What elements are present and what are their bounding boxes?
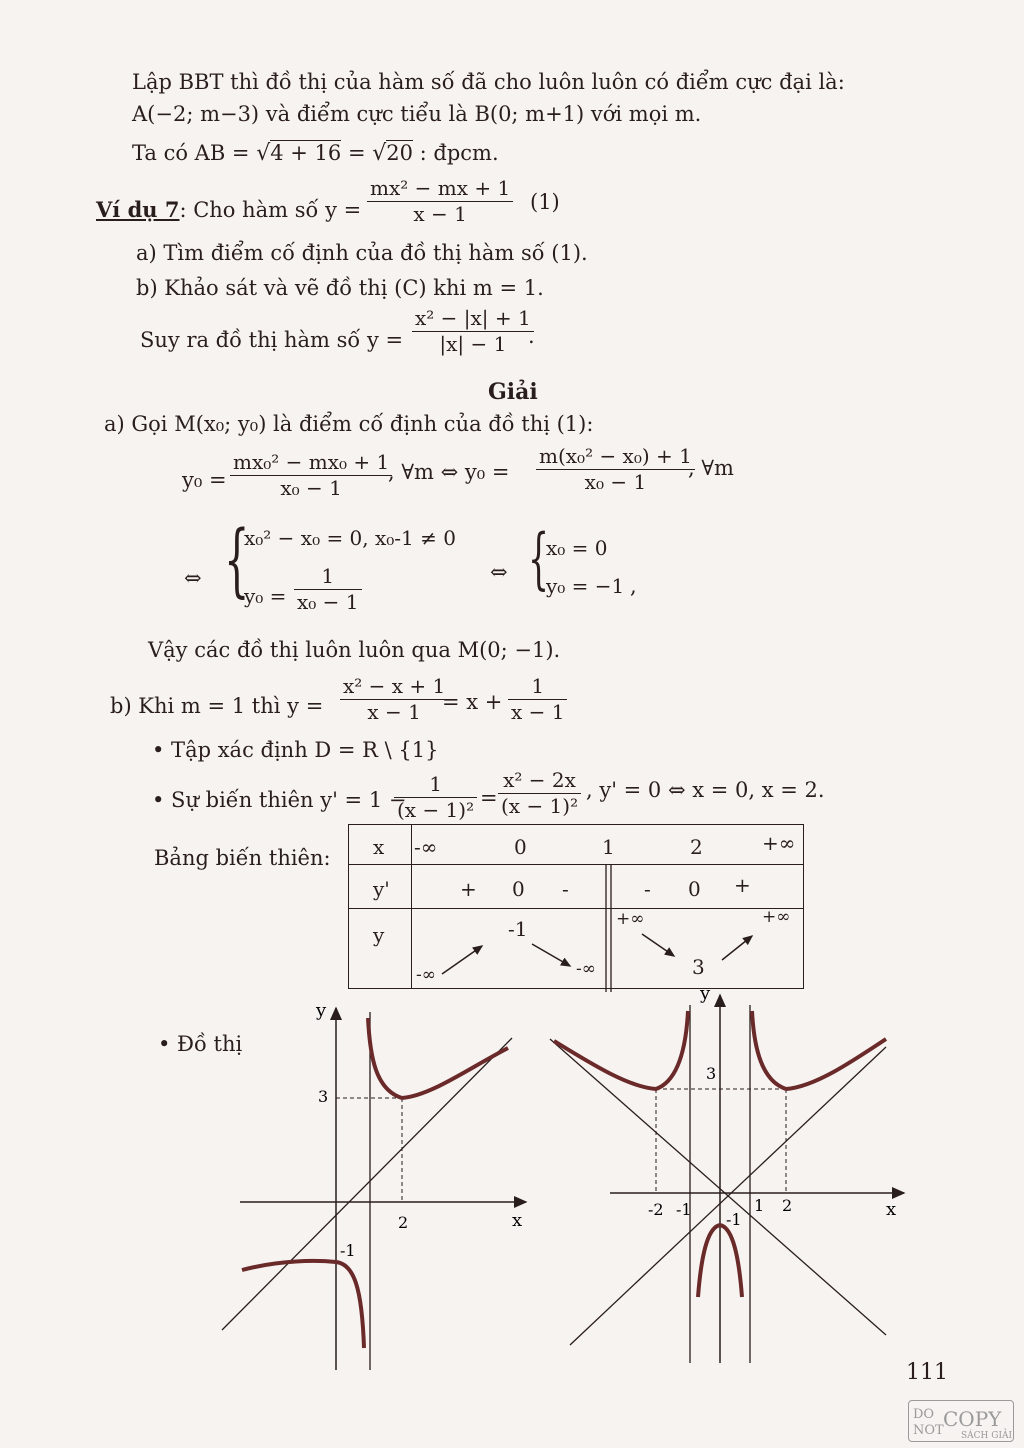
cell-yp-minus-2: - bbox=[644, 877, 651, 901]
cell-y-posinf-right: +∞ bbox=[762, 907, 791, 927]
cell-yp: y' bbox=[373, 877, 390, 901]
svg-text:COPY: COPY bbox=[943, 1407, 1002, 1431]
eq1-fraction bbox=[230, 450, 392, 501]
system-arrow-1: ⇔ bbox=[184, 566, 202, 590]
cell-yp-minus: - bbox=[562, 877, 569, 901]
table-arrows bbox=[348, 824, 808, 994]
page-number: 111 bbox=[906, 1360, 948, 1385]
b-num: x² − x + 1 bbox=[340, 674, 448, 700]
system-brace-1: { bbox=[224, 513, 250, 606]
watermark-logo bbox=[908, 1400, 1014, 1442]
system2-line2: y₀ = −1 bbox=[546, 574, 625, 598]
graph-2 bbox=[540, 985, 920, 1370]
arrow-down-right bbox=[642, 934, 674, 956]
cell-x-neginf: -∞ bbox=[414, 835, 438, 859]
cell-yp-plus-2: + bbox=[734, 873, 751, 897]
variation-prefix: • Sự biến thiên y' = 1 − bbox=[152, 788, 407, 812]
g1-asymptote-oblique bbox=[222, 1038, 512, 1330]
svg-text:DO: DO bbox=[913, 1407, 935, 1422]
item-a: a) Tìm điểm cố định của đồ thị hàm số (1). bbox=[136, 241, 588, 265]
g2-asymptote-down bbox=[550, 1039, 886, 1335]
system1-den: x₀ − 1 bbox=[297, 590, 359, 614]
sqrt-arg-2: 20 bbox=[386, 141, 413, 165]
eq1-num: mx₀² − mx₀ + 1 bbox=[230, 450, 392, 476]
sqrt-arg-1: 4 + 16 bbox=[270, 141, 342, 165]
g2-tick-m2: -2 bbox=[648, 1200, 664, 1219]
b-den: x − 1 bbox=[367, 700, 421, 724]
cell-y-neginf-left: -∞ bbox=[416, 965, 436, 985]
part-b-intro: b) Khi m = 1 thì y = bbox=[110, 694, 324, 718]
deduce-suffix: . bbox=[528, 324, 535, 348]
b-mid: = x + bbox=[442, 690, 503, 714]
intro-line-3 bbox=[132, 143, 499, 165]
watermark-art bbox=[909, 1401, 1013, 1441]
eq1-fraction-2 bbox=[536, 444, 695, 495]
system-brace-2: { bbox=[528, 520, 549, 597]
g1-branch-left bbox=[242, 1261, 364, 1348]
var-den: (x − 1)² bbox=[397, 798, 475, 822]
cell-y-neginf-right: -∞ bbox=[576, 959, 596, 979]
cell-x: x bbox=[373, 835, 385, 859]
solution-heading: Giải bbox=[488, 379, 538, 405]
var-end: , y' = 0 ⇔ x = 0, x = 2. bbox=[586, 778, 825, 802]
part-a-intro: a) Gọi M(x₀; y₀) là điểm cố định của đồ thị (1): bbox=[104, 412, 594, 436]
item-b: b) Khảo sát và vẽ đồ thị (C) khi m = 1. bbox=[136, 276, 544, 300]
example-fraction bbox=[367, 176, 513, 227]
cell-y-min: 3 bbox=[692, 955, 705, 979]
cell-x-2: 2 bbox=[690, 835, 703, 859]
b-fraction-2 bbox=[508, 674, 567, 725]
cell-yp-0: 0 bbox=[512, 877, 525, 901]
system-arrow-2: ⇔ bbox=[490, 560, 508, 584]
g2-branch-right bbox=[752, 1011, 886, 1089]
system2-line1: x₀ = 0 bbox=[546, 536, 608, 560]
g1-tick-2: 2 bbox=[398, 1213, 409, 1232]
g2-tick-1: 1 bbox=[754, 1196, 765, 1215]
sqrt-sign-2: √ bbox=[372, 141, 387, 166]
g2-tick-2: 2 bbox=[782, 1196, 793, 1215]
b-num-2: 1 bbox=[508, 674, 567, 700]
g1-label-y: y bbox=[316, 1000, 327, 1021]
g2-asymptote-up bbox=[570, 1047, 886, 1345]
example-frac-den: x − 1 bbox=[413, 202, 467, 226]
arrow-up-left bbox=[442, 946, 482, 974]
var-fraction-2 bbox=[498, 768, 581, 819]
eq1-end: , ∀m bbox=[688, 456, 734, 480]
g2-label-x: x bbox=[886, 1199, 897, 1220]
arrow-down-left bbox=[532, 944, 570, 966]
g1-tick-m1: -1 bbox=[340, 1241, 356, 1260]
system1-line1: x₀² − x₀ = 0, x₀-1 ≠ 0 bbox=[244, 526, 456, 550]
arrow-up-right bbox=[722, 936, 752, 960]
svg-text:SÁCH GIẢI: SÁCH GIẢI bbox=[961, 1431, 1013, 1441]
g2-tick-m1: -1 bbox=[676, 1200, 692, 1219]
var-num-2: x² − 2x bbox=[498, 768, 581, 794]
cell-x-1: 1 bbox=[602, 835, 615, 859]
cell-y: y bbox=[373, 923, 385, 947]
domain-line: • Tập xác định D = R \ {1} bbox=[152, 738, 439, 762]
eq1-num-2: m(x₀² − x₀) + 1 bbox=[536, 444, 695, 470]
eq1-den-2: x₀ − 1 bbox=[584, 470, 647, 494]
deduce-frac-den: |x| − 1 bbox=[439, 332, 507, 356]
example-label: Ví dụ 7 bbox=[96, 197, 180, 222]
g1-label-x: x bbox=[512, 1210, 523, 1231]
system1-fraction bbox=[294, 564, 362, 615]
cell-yp-0-2: 0 bbox=[688, 877, 701, 901]
system2-end: , bbox=[630, 574, 637, 598]
sqrt-sign: √ bbox=[256, 141, 271, 166]
g2-tick-y-m1: -1 bbox=[726, 1210, 742, 1229]
cell-yp-plus: + bbox=[460, 877, 477, 901]
var-num: 1 bbox=[394, 772, 477, 798]
example-frac-num: mx² − mx + 1 bbox=[367, 176, 513, 202]
intro-line-1: Lập BBT thì đồ thị của hàm số đã cho luôn luôn có điểm cực đại là: bbox=[132, 70, 845, 94]
eq1-lhs: y₀ = bbox=[182, 468, 227, 492]
var-eq: = bbox=[480, 786, 498, 810]
example-text: : Cho hàm số y = bbox=[179, 198, 362, 222]
g1-branch-right bbox=[368, 1018, 508, 1098]
equation-tag: (1) bbox=[530, 190, 560, 214]
ab-suffix: : đpcm. bbox=[412, 141, 499, 165]
g2-branch-left bbox=[554, 1011, 688, 1089]
var-den-2: (x − 1)² bbox=[501, 794, 579, 818]
deduce-frac-num: x² − |x| + 1 bbox=[412, 306, 534, 332]
svg-text:NOT: NOT bbox=[913, 1423, 944, 1438]
equals: = bbox=[341, 141, 373, 165]
g2-label-y: y bbox=[700, 985, 711, 1004]
part-a-conclusion: Vậy các đồ thị luôn luôn qua M(0; −1). bbox=[148, 638, 561, 662]
graph-label: • Đồ thị bbox=[158, 1032, 243, 1056]
cell-x-posinf: +∞ bbox=[762, 831, 796, 855]
graph-1 bbox=[220, 998, 540, 1378]
system1-num: 1 bbox=[294, 564, 362, 590]
b-fraction bbox=[340, 674, 448, 725]
eq1-mid: , ∀m ⇔ y₀ = bbox=[388, 460, 510, 484]
intro-line-2: A(−2; m−3) và điểm cực tiểu là B(0; m+1) với mọi m. bbox=[132, 102, 702, 126]
ab-prefix: Ta có AB = bbox=[132, 141, 257, 165]
b-den-2: x − 1 bbox=[511, 700, 565, 724]
deduce-fraction bbox=[412, 306, 534, 357]
cell-y-posinf-left: +∞ bbox=[616, 909, 645, 929]
g1-tick-3: 3 bbox=[318, 1087, 329, 1106]
table-label: Bảng biến thiên: bbox=[154, 846, 331, 870]
var-fraction bbox=[394, 772, 477, 823]
example-heading bbox=[96, 199, 361, 221]
cell-x-0: 0 bbox=[514, 835, 527, 859]
g2-tick-3: 3 bbox=[706, 1064, 717, 1083]
cell-y-max: -1 bbox=[508, 917, 528, 941]
eq1-den: x₀ − 1 bbox=[280, 476, 342, 500]
system1-line2-lhs: y₀ = bbox=[244, 584, 287, 608]
deduce-prefix: Suy ra đồ thị hàm số y = bbox=[140, 328, 404, 352]
